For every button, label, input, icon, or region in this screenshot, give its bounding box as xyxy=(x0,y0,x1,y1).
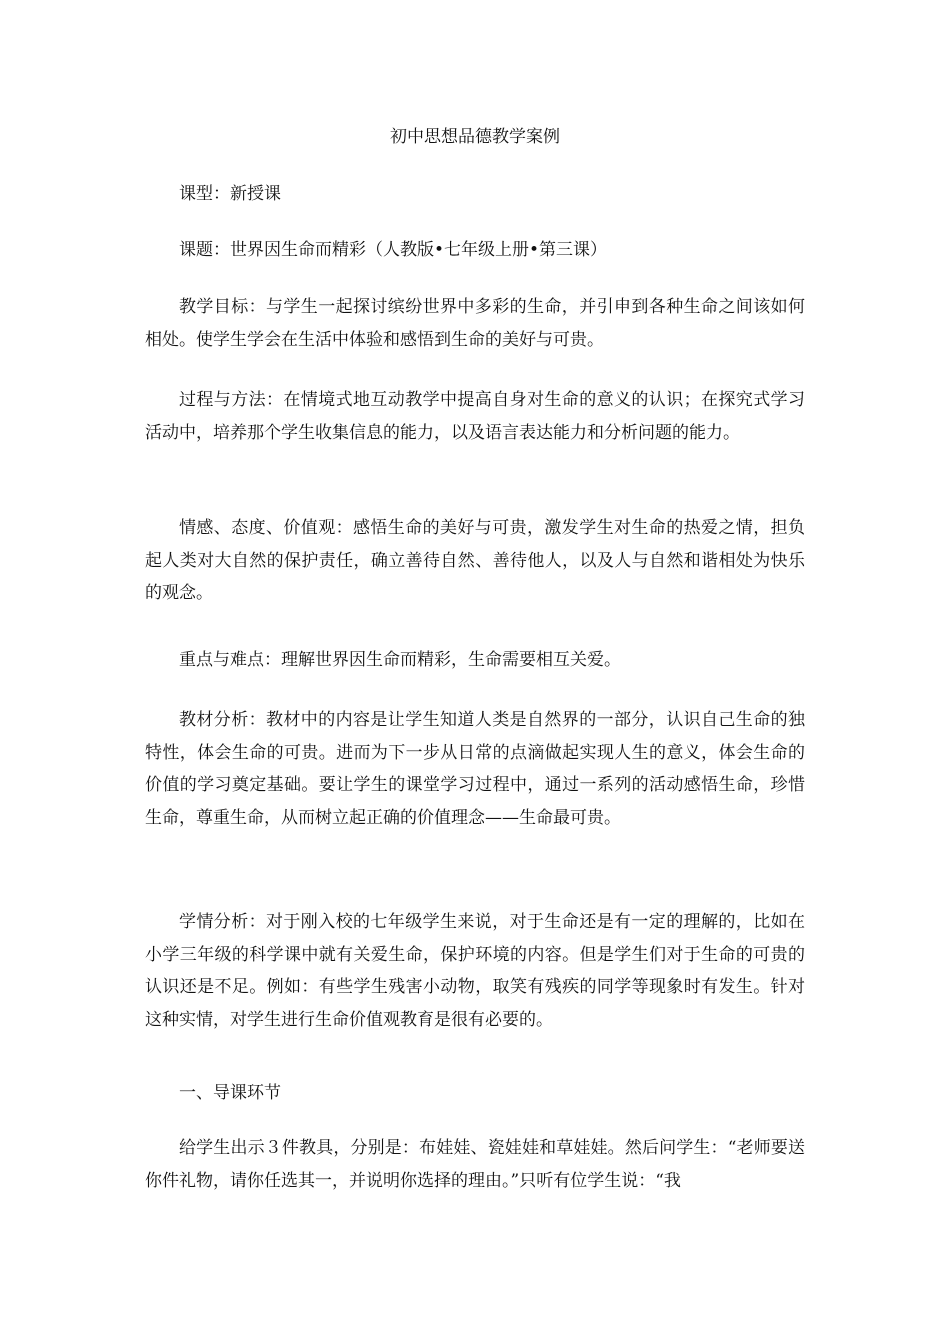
paragraph-teaching-goals: 教学目标：与学生一起探讨缤纷世界中多彩的生命，并引申到各种生命之间该如何相处。使学生学会在生活中体验和感悟到生命的美好与可贵。 xyxy=(145,297,805,350)
paragraph-student-analysis: 学情分析：对于刚入校的七年级学生来说，对于生命还是有一定的理解的，比如在小学三年级的科学课中就有关爱生命，保护环境的内容。但是学生们对于生命的可贵的认识还是不足。例如：有些学生残害小动物，取笑有残疾的同学等现象时有发生。针对这种实情，对学生进行生命价值观教育是很有必要的。 xyxy=(145,912,805,1030)
paragraph-textbook-analysis: 教材分析：教材中的内容是让学生知道人类是自然界的一部分，认识自己生命的独特性，体会生命的可贵。进而为下一步从日常的点滴做起实现人生的意义，体会生命的价值的学习奠定基础。要让学生的课堂学习过程中，通过一系列的活动感悟生命，珍惜生命，尊重生命，从而树立起正确的价值理念——生命最可贵。 xyxy=(145,710,805,828)
paragraph-process-methods: 过程与方法：在情境式地互动教学中提高自身对生命的意义的认识；在探究式学习活动中，培养那个学生收集信息的能力，以及语言表达能力和分析问题的能力。 xyxy=(145,390,805,443)
document-title: 初中思想品德教学案例 xyxy=(390,127,560,147)
paragraph-key-difficulties: 重点与难点：理解世界因生命而精彩，生命需要相互关爱。 xyxy=(179,650,621,670)
section-heading-intro: 一、导课环节 xyxy=(179,1083,281,1103)
paragraph-emotion-values: 情感、态度、价值观：感悟生命的美好与可贵，激发学生对生命的热爱之情，担负起人类对大自然的保护责任，确立善待自然、善待他人，以及人与自然和谐相处为快乐的观念。 xyxy=(145,518,805,603)
paragraph-intro-activity: 给学生出示３件教具，分别是：布娃娃、瓷娃娃和草娃娃。然后问学生：“老师要送你件礼物，请你任选其一，并说明你选择的理由。”只听有位学生说：“我 xyxy=(145,1138,805,1191)
paragraph-lesson-type: 课型：新授课 xyxy=(179,184,281,204)
paragraph-lesson-topic: 课题：世界因生命而精彩（人教版•七年级上册•第三课） xyxy=(179,240,608,260)
